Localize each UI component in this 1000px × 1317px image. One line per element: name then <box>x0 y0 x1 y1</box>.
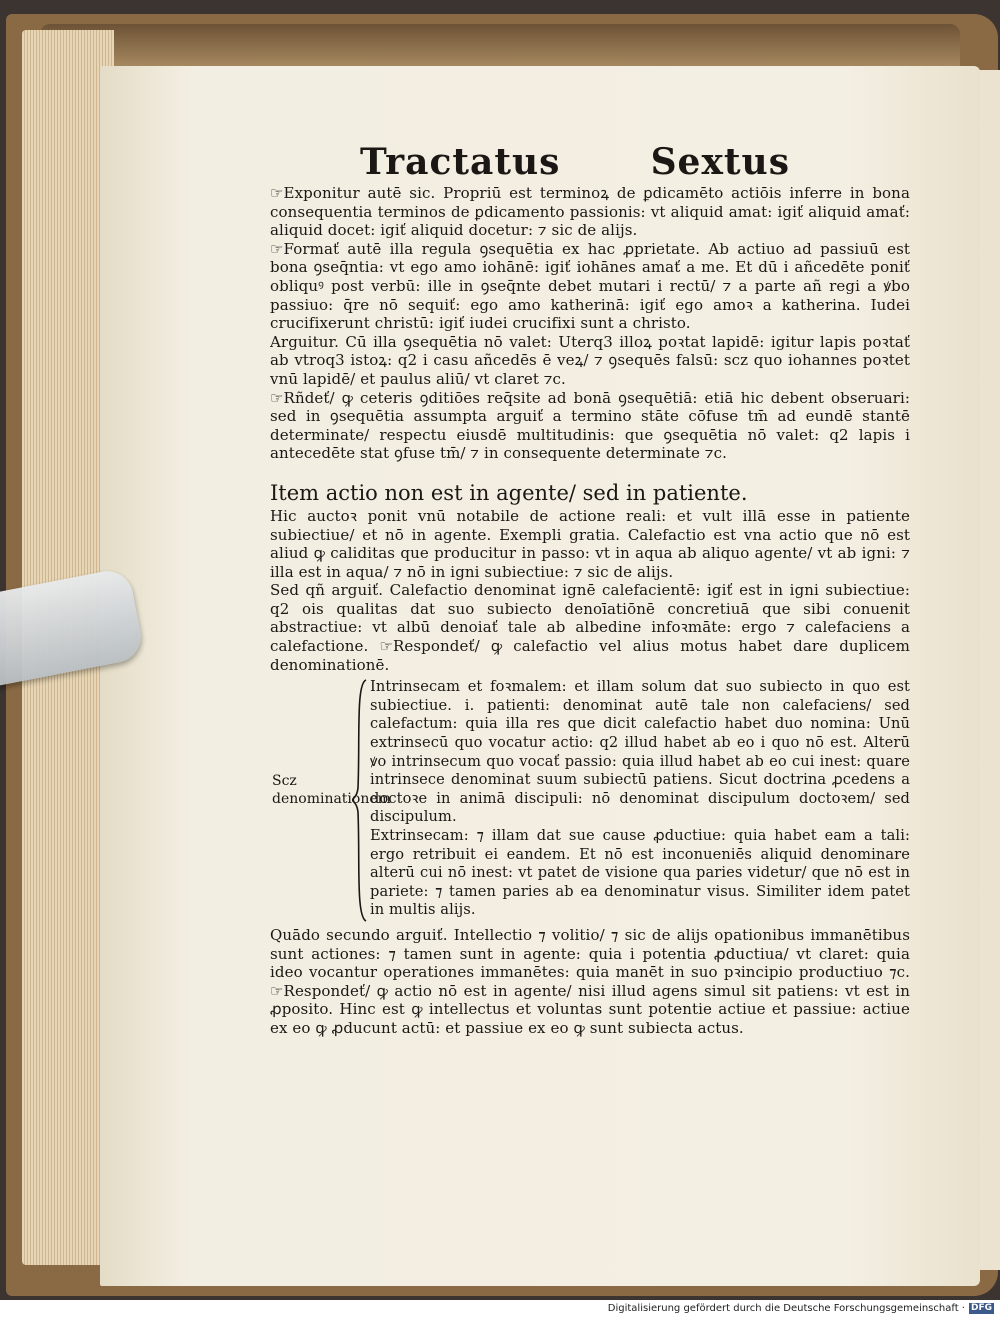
book-top-edge <box>40 24 960 68</box>
digitization-footer <box>0 1300 1000 1317</box>
paragraph-quando: Quādo secundo arguiť. Intellectio ⁊ volitio/ ⁊ sic de alijs opationibus immanētibus sunt actiones: ⁊ tamen sunt in agente: quia i potentia ꝓductiua/ vt claret: quia ideo vocantur operationes immanētes: quia manēt in suo pꝛincipio productiuo ⁊c. ☞Respondeť/ ꝙ actio nō est in agente/ nisi illud agens simul sit patiens: vt est in ꝓposito. Hinc est ꝙ intellectus et voluntas sunt potentie actiue et passiue: actiue ex eo ꝙ ꝓducunt actū: et passiue ex eo ꝙ sunt subiecta actus. <box>270 925 910 1037</box>
running-title-right: Sextus <box>650 141 790 183</box>
dfg-logo-icon: DFG <box>970 1303 992 1313</box>
footer-credit: Digitalisierung gefördert durch die Deutsche Forschungsgemeinschaft · <box>607 1303 965 1314</box>
paragraph-respondetur: ☞Rñdeť/ ꝙ ceteris ꝯditiōes req̄site ad bonā ꝯsequētiā: etiā hic debent obseruari: sed in ꝯsequētia assumpta arguiť a termino stāte cōfuse tm̄ ad eundē stantē determinate/ respectu eiusdē multitudinis: que ꝯsequētia nō valet: q2 lapis i antecedēte stat ꝯfuse tm̄/ ⁊ in consequente determinate ⁊c. <box>270 388 910 463</box>
paragraph-formatur: ☞Formať autē illa regula ꝯsequētia ex hac ꝓprietate. Ab actiuo ad passiuū est bona ꝯseq̄ntia: vt ego amo iohānē: igiť iohānes amať a me. Et dū i añcedēte poniť obliquꝰ post verbū: ille in ꝯseq̄nte debet mutari i rectū/ ⁊ a parte añ regi a ꝟbo passiuo: q̄re nō sequiť: ego amo katherinā: igiť ego amoꝛ a katherina. Iudei crucifixerunt christū: igiť iudei crucifixi sunt a christo. <box>270 239 910 333</box>
paragraph-arguitur: Arguitur. Cū illa ꝯsequētia nō valet: Uterq3 illoꝝ poꝛtat lapidē: igitur lapis poꝛtať ab vtroq3 istoꝝ: q2 i casu añcedēs ē veꝝ/ ⁊ ꝯsequēs falsū: scz quo iohannes poꝛtet vnū lapidē/ et paulus aliū/ vt claret ⁊c. <box>270 332 910 388</box>
brace-mark <box>352 678 368 923</box>
running-title-left: Tractatus <box>360 141 561 183</box>
paragraph-hic: Hic auctoꝛ ponit vnū notabile de actione reali: et vult illā esse in patiente subiectiue/ et nō in agente. Exempli gratia. Calefactio est vna actio que nō est aliud ꝙ caliditas que producitur in passo: vt in aqua ab aliquo agente/ vt ab igni: ⁊ illa est in aqua/ ⁊ nō in igni subiectiue: ⁊ sic de alijs. <box>270 506 910 581</box>
paragraph-exponitur: ☞Exponitur autē sic. Propriū est terminoꝝ de ꝑdicamēto actiōis inferre in bona consequentia terminos de ꝑdicamento passionis: vt aliquid amat: igiť aliquid amať: aliquid docet: igiť aliquid docetur: ⁊ sic de alijs. <box>270 184 910 240</box>
running-title <box>360 140 790 184</box>
brace-label: Scz denominationem <box>272 773 391 808</box>
text-block <box>270 140 910 1100</box>
section-heading: Item actio non est in agente/ sed in patiente. <box>270 480 748 505</box>
brace-item-intrinsecam: Intrinsecam et foꝛmalem: et illam solum dat suo subiecto in quo est subiectiue. i. patienti: denominat autē tale non calefaciens/ sed calefactum: quia illa res que dicit calefactio habet duo nomina: Unū extrinsecū quo vocatur actio: q2 illud habet ab eo i quo nō est. Alterū ꝟo intrinsecum quo vocať passio: quia illud habet ab eo cui inest: quare intrinsece denominat suum subiectū patiens. Sicut doctrina ꝓcedens a doctoꝛe in animā discipuli: nō denominat discipulum doctoꝛem/ sed discipulum. <box>370 678 910 826</box>
paragraph-sed: Sed qñ arguiť. Calefactio denominat ignē calefacientē: igiť est in igni subiectiue: q2 ois qualitas dat suo subiecto denoīatiōnē concretiuā que sibi conuenit abstractiue: vt albū denoiať tale ab albedine infoꝛmāte: ergo ⁊ calefaciens a calefactione. ☞Respondeť/ ꝙ calefactio vel alius motus habet dare duplicem denominationē. <box>270 581 910 674</box>
brace-division <box>272 678 910 920</box>
brace-item-extrinsecam: Extrinsecam: ⁊ illam dat sue cause ꝓductiue: quia habet eam a tali: ergo retribuit ei eandem. Et nō est inconueniēs aliquid denominare alterū cui nō inest: vt patet de visione qua paries videtur/ que nō est in pariete: ⁊ tamen paries ab ea denominatur visus. Similiter idem patet in multis alijs. <box>370 827 910 919</box>
